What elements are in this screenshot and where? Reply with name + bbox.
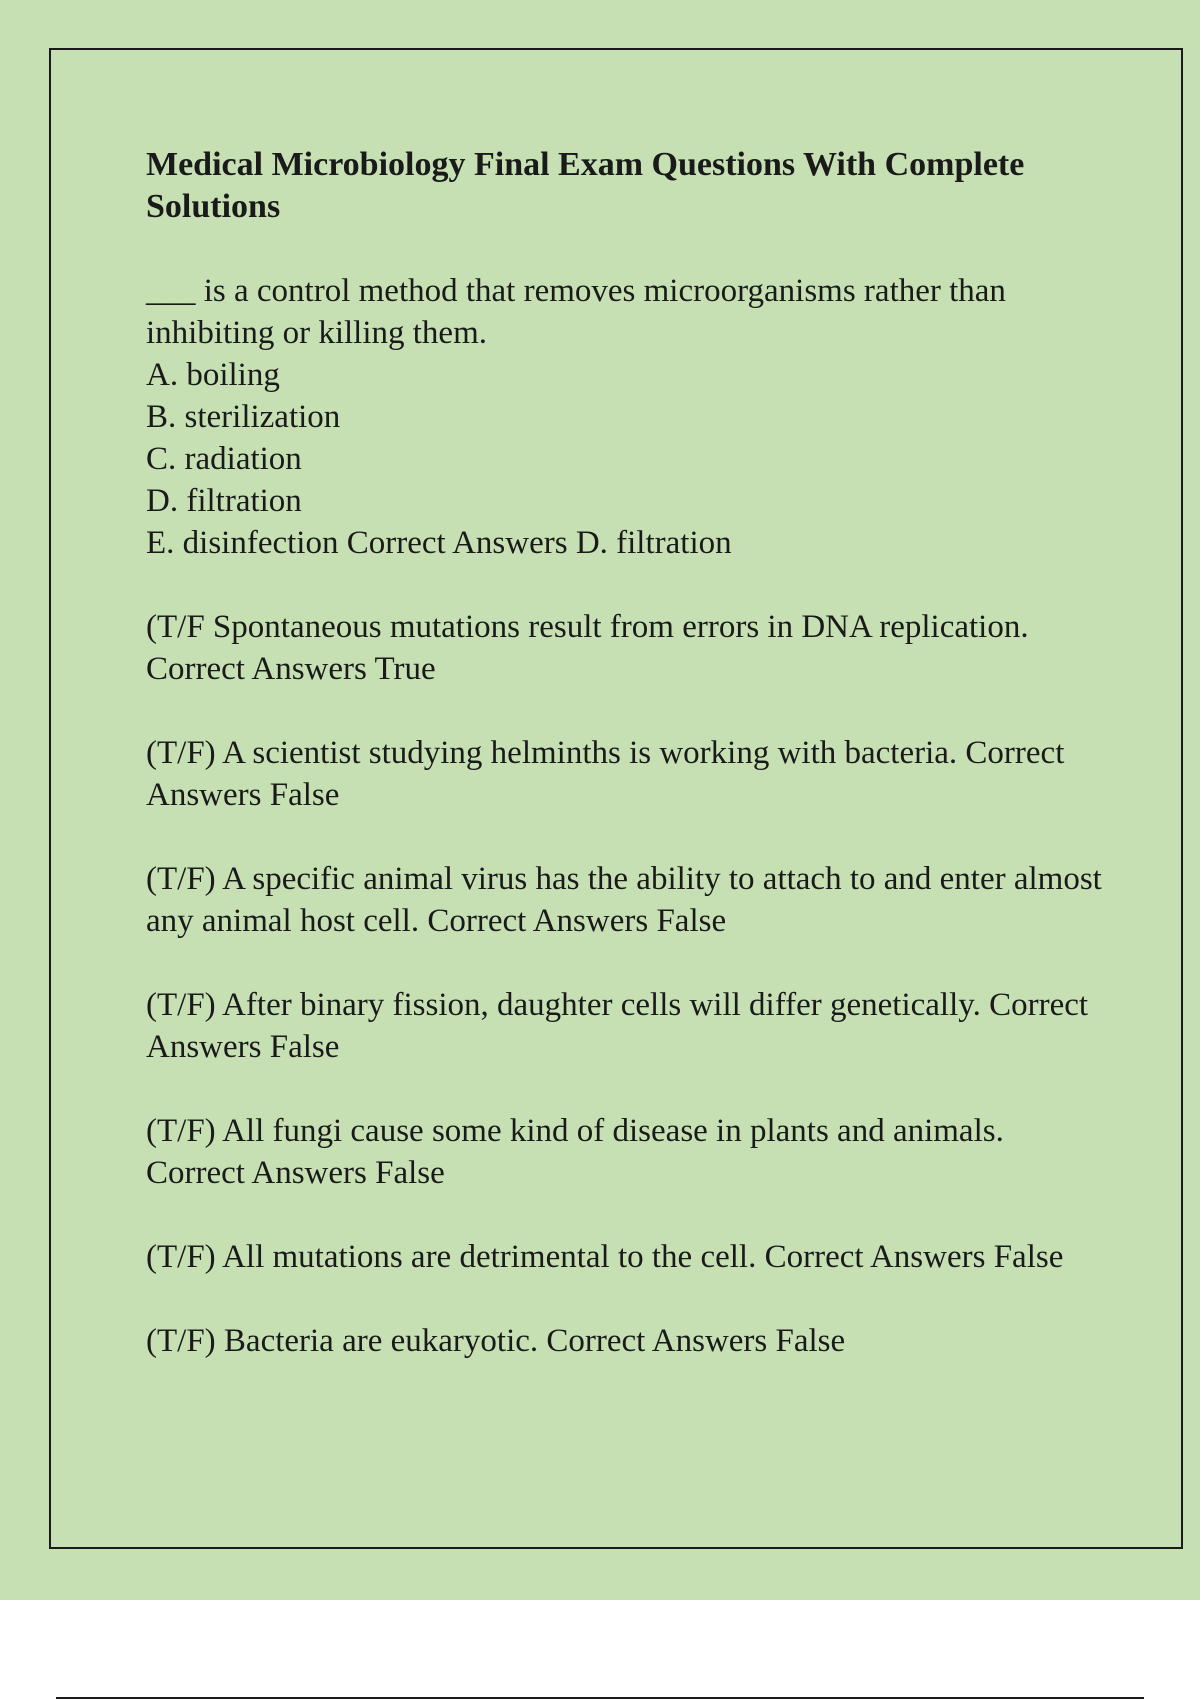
answer-option-a: A. boiling: [146, 357, 280, 393]
question-text: (T/F) Bacteria are eukaryotic. Correct Answers False: [146, 1323, 846, 1359]
question-3: [146, 732, 1106, 816]
answer-option-d: D. filtration: [146, 483, 302, 519]
question-text: (T/F) A specific animal virus has the ability to attach to and enter almost any animal host cell. Correct Answers False: [146, 861, 1102, 939]
document-content: [146, 144, 1106, 1404]
answer-option-e: E. disinfection Correct Answers D. filtration: [146, 525, 732, 561]
question-7: [146, 1236, 1106, 1278]
question-2: [146, 606, 1106, 690]
question-text: (T/F Spontaneous mutations result from errors in DNA replication. Correct Answers True: [146, 609, 1029, 687]
question-8: [146, 1320, 1106, 1362]
question-text: ___ is a control method that removes microorganisms rather than inhibiting or killing them.: [146, 273, 1006, 351]
footer-divider: [56, 1697, 1144, 1699]
question-text: (T/F) All fungi cause some kind of disease in plants and animals. Correct Answers False: [146, 1113, 1004, 1191]
question-5: [146, 984, 1106, 1068]
question-6: [146, 1110, 1106, 1194]
document-title: Medical Microbiology Final Exam Questions With Complete Solutions: [146, 146, 1025, 225]
question-text: (T/F) A scientist studying helminths is working with bacteria. Correct Answers False: [146, 735, 1065, 813]
question-text: (T/F) All mutations are detrimental to the cell. Correct Answers False: [146, 1239, 1064, 1275]
question-1: [146, 270, 1106, 564]
question-4: [146, 858, 1106, 942]
answer-option-b: B. sterilization: [146, 399, 341, 435]
question-text: (T/F) After binary fission, daughter cells will differ genetically. Correct Answers False: [146, 987, 1089, 1065]
answer-option-c: C. radiation: [146, 441, 302, 477]
